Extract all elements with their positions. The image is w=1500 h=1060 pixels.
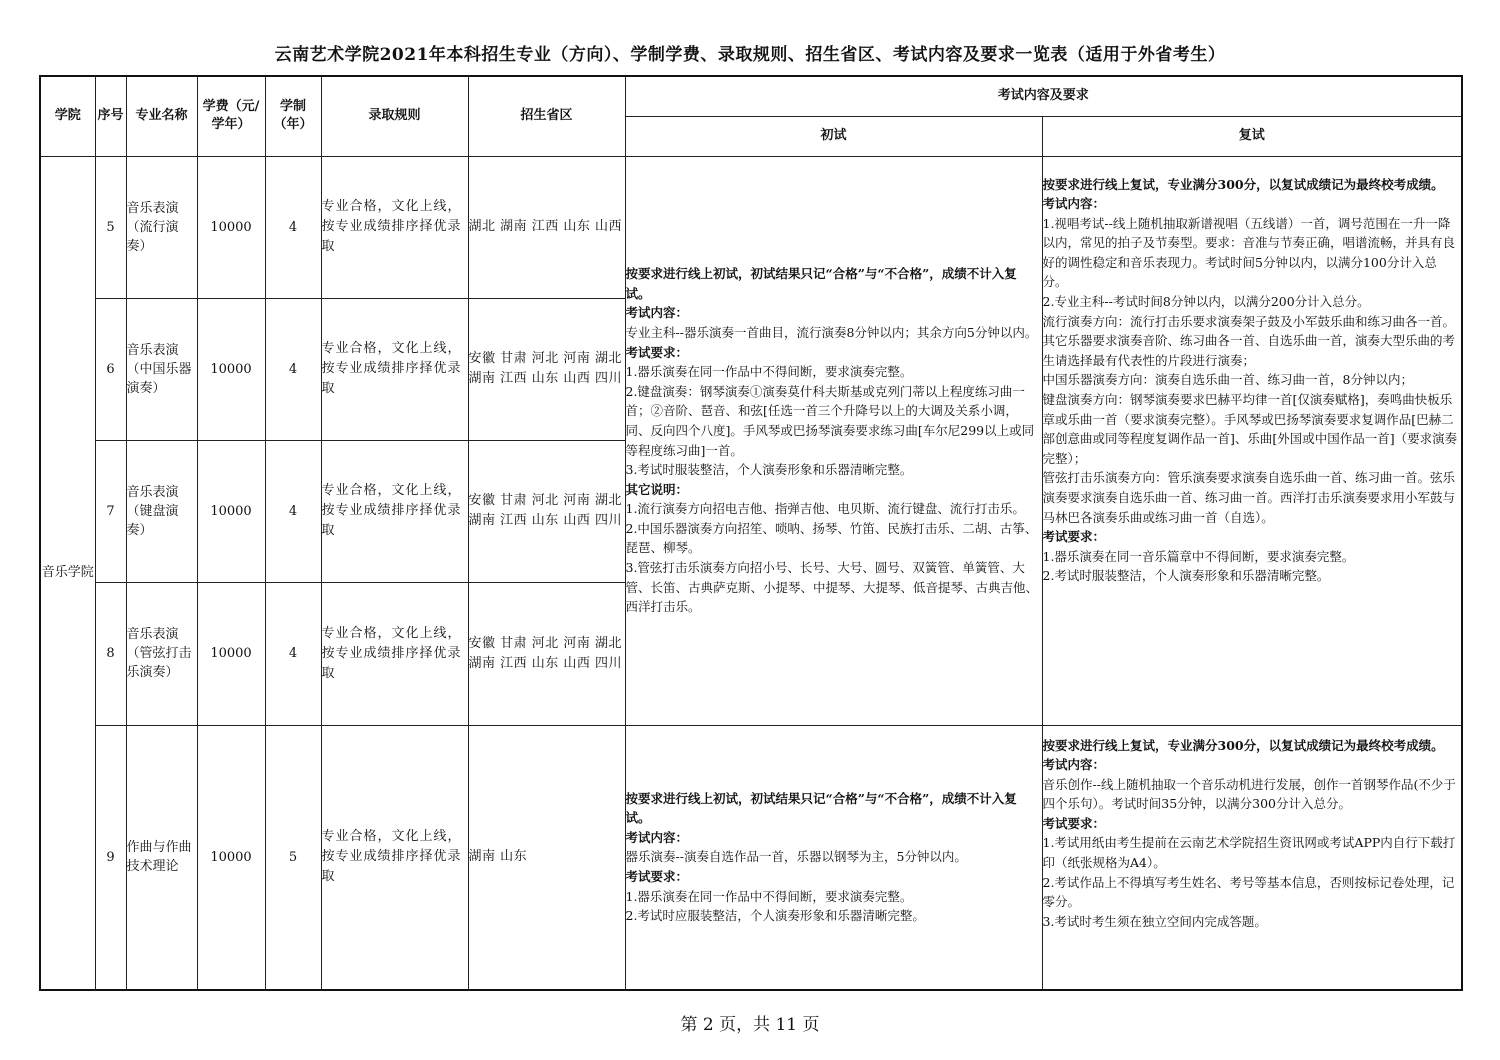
fee-cell: 10000: [197, 298, 265, 440]
initial-content: 器乐演奏--演奏自选作品一首，乐器以钢琴为主，5分钟以内。: [625, 849, 967, 865]
major-cell: 音乐表演（管弦打击乐演奏）: [126, 582, 197, 725]
fee-cell: 10000: [197, 725, 265, 990]
initial-exam-cell-group1: [625, 156, 1042, 725]
years-cell: 4: [265, 582, 321, 725]
fee-cell: 10000: [197, 582, 265, 725]
provinces-cell: 湖南 山东: [468, 725, 625, 990]
major-cell: 音乐表演（中国乐器演奏）: [126, 298, 197, 440]
initial-req-1: 1.器乐演奏在同一作品中不得间断，要求演奏完整。: [625, 364, 913, 380]
rule-cell: 专业合格，文化上线，按专业成绩排序择优录取: [321, 725, 468, 990]
header-rule: 录取规则: [321, 76, 468, 156]
initial-req-2: 2.考试时应服装整洁，个人演奏形象和乐器清晰完整。: [625, 908, 925, 924]
major-cell: 作曲与作曲技术理论: [126, 725, 197, 990]
initial-exam-cell-group2: [625, 725, 1042, 990]
header-exam: 考试内容及要求: [625, 76, 1462, 116]
retest-req-1: 1.考试用纸由考生提前在云南艺术学院招生资讯网或考试APP内自行下载打印（纸张规格为A4）。: [1042, 835, 1456, 871]
table-row: [40, 156, 1462, 298]
retest-content-2: 2.专业主科--考试时间8分钟以内，以满分200分计入总分。: [1042, 294, 1370, 310]
initial-other-1: 1.流行演奏方向招电吉他、指弹吉他、电贝斯、流行键盘、流行打击乐。: [625, 501, 1025, 517]
initial-content: 专业主科--器乐演奏一首曲目，流行演奏8分钟以内；其余方向5分钟以内。: [625, 324, 1038, 340]
retest-content: 音乐创作--线上随机抽取一个音乐动机进行发展，创作一首钢琴作品(不少于四个乐句）。考试时间35分钟，以满分300分计入总分。: [1042, 776, 1456, 812]
retest-exam-cell-group1: [1042, 156, 1462, 725]
admissions-table: [39, 75, 1463, 991]
header-major: 专业名称: [126, 76, 197, 156]
header-fee: 学费（元/学年）: [197, 76, 265, 156]
page-footer: 第 2 页，共 11 页: [680, 1015, 820, 1035]
table-row: [40, 725, 1462, 990]
rule-cell: 专业合格，文化上线，按专业成绩排序择优录取: [321, 440, 468, 582]
years-cell: 4: [265, 298, 321, 440]
seq-cell: 9: [95, 725, 126, 990]
retest-intro: 按要求进行线上复试，专业满分300分，以复试成绩记为最终校考成绩。: [1042, 737, 1444, 753]
provinces-cell: 安徽 甘肃 河北 河南 湖北 湖南 江西 山东 山西 四川: [468, 582, 625, 725]
initial-req-heading: 考试要求：: [625, 344, 689, 360]
header-provinces: 招生省区: [468, 76, 625, 156]
fee-cell: 10000: [197, 156, 265, 298]
initial-other-2: 2.中国乐器演奏方向招笙、唢呐、扬琴、竹笛、民族打击乐、二胡、古筝、琵琶、柳琴。: [625, 520, 1038, 556]
initial-req-2: 2.键盘演奏：钢琴演奏①演奏莫什科夫斯基或克列门蒂以上程度练习曲一首；②音阶、琶音、和弦[任选一首三个升降号以上的大调及关系小调，同、反向四个八度]。手风琴或巴扬琴演奏要求练习曲[车尔尼299以上或同等程度练习曲]一首。: [625, 383, 1035, 458]
provinces-cell: 安徽 甘肃 河北 河南 湖北 湖南 江西 山东 山西 四川: [468, 440, 625, 582]
initial-content-heading: 考试内容：: [625, 829, 689, 845]
document-title: 云南艺术学院2021年本科招生专业（方向）、学制学费、录取规则、招生省区、考试内容及要求一览表（适用于外省考生）: [274, 45, 1226, 65]
rule-cell: 专业合格，文化上线，按专业成绩排序择优录取: [321, 156, 468, 298]
initial-req-heading: 考试要求：: [625, 869, 689, 885]
years-cell: 5: [265, 725, 321, 990]
seq-cell: 6: [95, 298, 126, 440]
years-cell: 4: [265, 156, 321, 298]
rule-cell: 专业合格，文化上线，按专业成绩排序择优录取: [321, 582, 468, 725]
college-cell: 音乐学院: [40, 156, 95, 990]
rule-cell: 专业合格，文化上线，按专业成绩排序择优录取: [321, 298, 468, 440]
retest-content-heading: 考试内容：: [1042, 757, 1106, 773]
initial-req-3: 3.考试时服装整洁，个人演奏形象和乐器清晰完整。: [625, 462, 913, 478]
retest-req-heading: 考试要求：: [1042, 815, 1106, 831]
provinces-cell: 安徽 甘肃 河北 河南 湖北 湖南 江西 山东 山西 四川: [468, 298, 625, 440]
retest-intro: 按要求进行线上复试，专业满分300分，以复试成绩记为最终校考成绩。: [1042, 176, 1444, 192]
seq-cell: 7: [95, 440, 126, 582]
retest-req-1: 1.器乐演奏在同一音乐篇章中不得间断，要求演奏完整。: [1042, 548, 1355, 564]
initial-req-1: 1.器乐演奏在同一作品中不得间断，要求演奏完整。: [625, 888, 913, 904]
retest-req-3: 3.考试时考生须在独立空间内完成答题。: [1042, 913, 1267, 929]
provinces-cell: 湖北 湖南 江西 山东 山西: [468, 156, 625, 298]
retest-keyboard: 键盘演奏方向：钢琴演奏要求巴赫平均律一首[仅演奏赋格]，奏鸣曲快板乐章或乐曲一首（要求演奏完整）。手风琴或巴扬琴演奏要求复调作品[巴赫二部创意曲或同等程度复调作品一首]、乐曲[外国或中国作品一首]（要求演奏完整）；: [1042, 392, 1458, 466]
seq-cell: 5: [95, 156, 126, 298]
retest-req-2: 2.考试作品上不得填写考生姓名、考号等基本信息，否则按标记卷处理，记零分。: [1042, 874, 1455, 910]
initial-other-3: 3.管弦打击乐演奏方向招小号、长号、大号、圆号、双簧管、单簧管、大管、长笛、古典萨克斯、小提琴、中提琴、大提琴、低音提琴、古典吉他、西洋打击乐。: [625, 560, 1039, 615]
initial-intro: 按要求进行线上初试，初试结果只记“合格”与“不合格”，成绩不计入复试。: [625, 790, 1017, 826]
retest-exam-cell-group2: [1042, 725, 1462, 990]
initial-other-heading: 其它说明：: [625, 481, 689, 497]
initial-intro: 按要求进行线上初试，初试结果只记“合格”与“不合格”，成绩不计入复试。: [625, 266, 1017, 301]
retest-content-heading: 考试内容：: [1042, 196, 1106, 212]
retest-pop: 流行演奏方向：流行打击乐要求演奏架子鼓及小军鼓乐曲和练习曲各一首。其它乐器要求演奏音阶、练习曲各一首、自选乐曲一首，演奏大型乐曲的考生请选择最有代表性的片段进行演奏；: [1042, 313, 1456, 368]
fee-cell: 10000: [197, 440, 265, 582]
years-cell: 4: [265, 440, 321, 582]
header-seq: 序号: [95, 76, 126, 156]
retest-content-1: 1.视唱考试--线上随机抽取新谱视唱（五线谱）一首，调号范围在一升一降以内，常见的拍子及节奏型。要求：音准与节奏正确，唱谱流畅，并具有良好的调性稳定和音乐表现力。考试时间5分钟以内，以满分100分计入总分。: [1042, 215, 1456, 290]
seq-cell: 8: [95, 582, 126, 725]
retest-chinese: 中国乐器演奏方向：演奏自选乐曲一首、练习曲一首，8分钟以内；: [1042, 372, 1413, 388]
retest-req-2: 2.考试时服装整洁，个人演奏形象和乐器清晰完整。: [1042, 568, 1330, 584]
major-cell: 音乐表演（键盘演奏）: [126, 440, 197, 582]
retest-orchestral: 管弦打击乐演奏方向：管乐演奏要求演奏自选乐曲一首、练习曲一首。弦乐演奏要求演奏自选乐曲一首、练习曲一首。西洋打击乐演奏要求用小军鼓与马林巴各演奏乐曲或练习曲一首（自选）。: [1042, 470, 1456, 525]
retest-req-heading: 考试要求：: [1042, 529, 1106, 545]
header-retest: 复试: [1042, 116, 1462, 156]
initial-content-heading: 考试内容：: [625, 305, 689, 321]
header-years: 学制（年）: [265, 76, 321, 156]
header-college: 学院: [40, 76, 95, 156]
header-initial: 初试: [625, 116, 1042, 156]
major-cell: 音乐表演（流行演奏）: [126, 156, 197, 298]
